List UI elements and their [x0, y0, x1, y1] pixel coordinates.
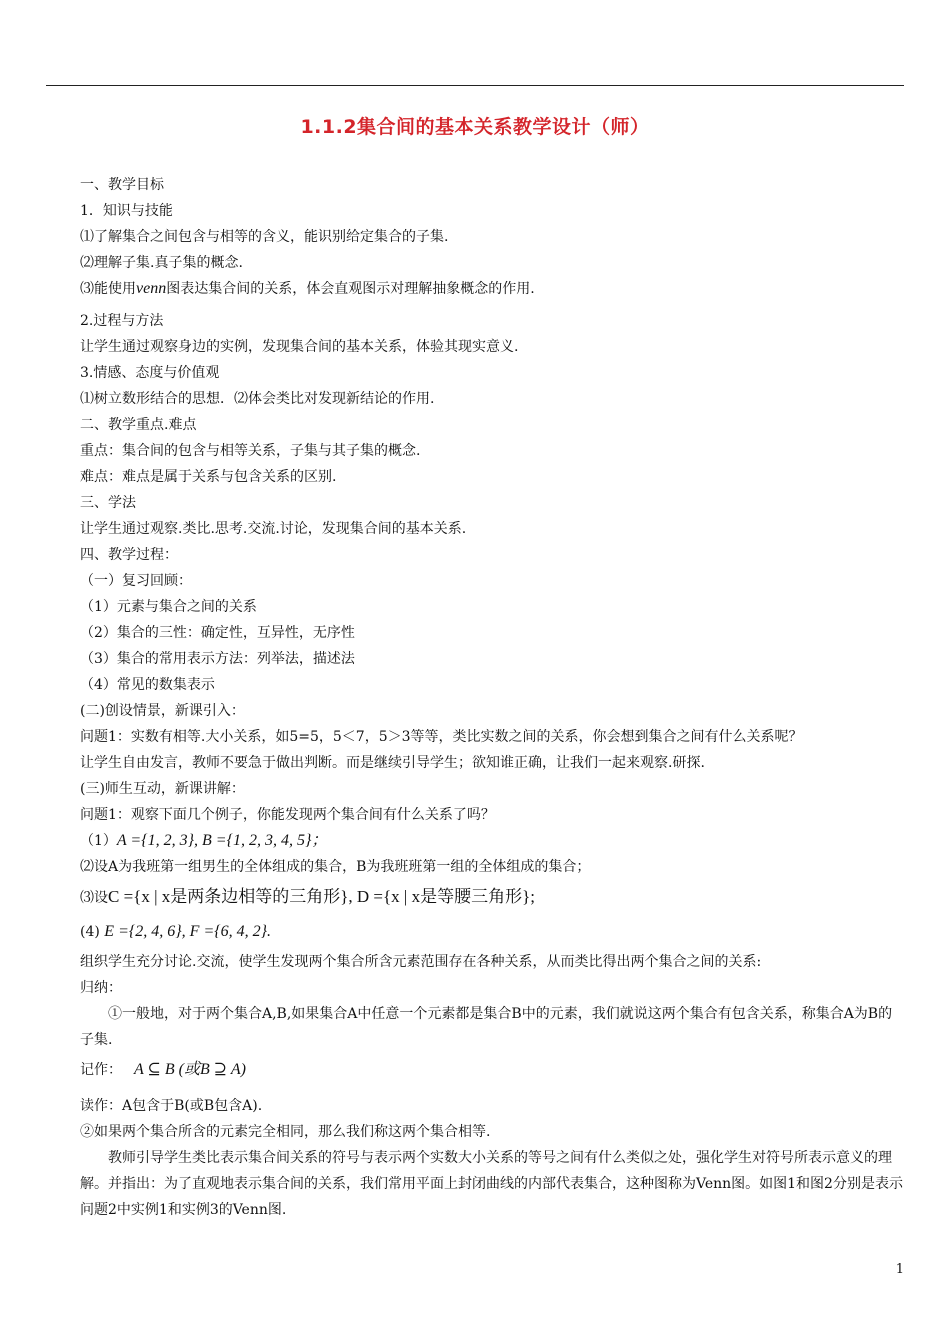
list-item: （2）集合的三性：确定性，互异性，无序性 — [80, 625, 355, 641]
text: 图表达集合间的关系，体会直观图示对理解抽象概念的作用. — [166, 281, 535, 297]
paragraph: 教师引导学生类比表示集合间关系的符号与表示两个实数大小关系的等号之间有什么类似之处，强化学生对符号所表示意义的理解。并指出：为了直观地表示集合间的关系，我们常用平面上封闭曲线的内部代表集合，这种图称为Venn图。如图1和图2分别是表示问题2中实例1和实例3的Venn图. — [80, 1150, 903, 1218]
example-item: ⑵设A为我班第一组男生的全体组成的集合，B为我班班第一组的全体组成的集合； — [80, 859, 591, 875]
list-item: （4）常见的数集表示 — [80, 677, 215, 693]
math-sets-ab: A ={1, 2, 3}, B ={1, 2, 3, 4, 5}； — [116, 832, 328, 849]
paragraph: ⑴树立数形结合的思想．⑵体会类比对发现新结论的作用. — [80, 391, 435, 407]
example-item — [80, 915, 906, 949]
paragraph: ②如果两个集合所含的元素完全相同，那么我们称这两个集合相等. — [80, 1124, 491, 1140]
paragraph: 归纳： — [80, 980, 122, 996]
text: 记作： — [80, 1062, 122, 1078]
text: ⑶设 — [80, 890, 108, 906]
text: ⑶能使用 — [80, 281, 136, 297]
example-item — [80, 828, 906, 854]
notation-line — [80, 1053, 906, 1087]
subsection-heading: (三)师生互动，新课讲解： — [80, 781, 245, 797]
section-heading: 四、教学过程： — [80, 547, 178, 563]
math-subset: A ⊆ B (或B ⊇ A) — [134, 1061, 246, 1078]
text: (4) — [80, 924, 100, 940]
paragraph: ⑴了解集合之间包含与相等的含义，能识别给定集合的子集. — [80, 229, 449, 245]
text: （1） — [80, 833, 117, 849]
document-body — [80, 172, 906, 1223]
paragraph: 读作：A包含于B(或B包含A). — [80, 1098, 263, 1114]
list-item: （1）元素与集合之间的关系 — [80, 599, 257, 615]
paragraph: 问题1：观察下面几个例子，你能发现两个集合间有什么关系了吗？ — [80, 807, 495, 823]
example-item — [80, 880, 906, 915]
list-item: （3）集合的常用表示方法：列举法，描述法 — [80, 651, 355, 667]
paragraph: 让学生通过观察身边的实例，发现集合间的基本关系，体验其现实意义. — [80, 339, 519, 355]
subsection-heading: 2.过程与方法 — [80, 313, 164, 329]
paragraph: ⑵理解子集.真子集的概念. — [80, 255, 243, 271]
document-title: 1.1.2集合间的基本关系教学设计（师） — [300, 116, 650, 138]
paragraph — [80, 276, 906, 302]
math-venn: venn — [136, 280, 167, 297]
header-rule — [46, 85, 904, 86]
paragraph: 让学生自由发言，教师不要急于做出判断。而是继续引导学生；欲知谁正确，让我们一起来观察.研探. — [80, 755, 705, 771]
paragraph: 难点：难点是属于关系与包含关系的区别. — [80, 469, 337, 485]
page-number: 1 — [895, 1262, 904, 1277]
subsection-heading: 1．知识与技能 — [80, 203, 173, 219]
section-heading: 一、教学目标 — [80, 177, 164, 193]
subsection-heading: （一）复习回顾： — [80, 573, 192, 589]
paragraph: 重点：集合间的包含与相等关系，子集与其子集的概念. — [80, 443, 421, 459]
math-sets-cd: C ={x | x是两条边相等的三角形}, D ={x | x是等腰三角形}; — [108, 887, 535, 906]
math-sets-ef: E ={2, 4, 6}, F ={6, 4, 2}. — [104, 923, 272, 940]
subsection-heading: (二)创设情景，新课引入： — [80, 703, 245, 719]
section-heading: 三、学法 — [80, 495, 136, 511]
definition-paragraph: ①一般地，对于两个集合A,B,如果集合A中任意一个元素都是集合B中的元素，我们就说这两个集合有包含关系，称集合A为B的子集. — [80, 1006, 893, 1048]
paragraph: 组织学生充分讨论.交流，使学生发现两个集合所含元素范围存在各种关系，从而类比得出两个集合之间的关系: — [80, 954, 762, 970]
paragraph: 让学生通过观察.类比.思考.交流.讨论，发现集合间的基本关系. — [80, 521, 467, 537]
paragraph: 问题1：实数有相等.大小关系，如5=5，5＜7，5＞3等等，类比实数之间的关系，你会想到集合之间有什么关系呢？ — [80, 729, 803, 745]
subsection-heading: 3.情感、态度与价值观 — [80, 365, 220, 381]
section-heading: 二、教学重点.难点 — [80, 417, 197, 433]
